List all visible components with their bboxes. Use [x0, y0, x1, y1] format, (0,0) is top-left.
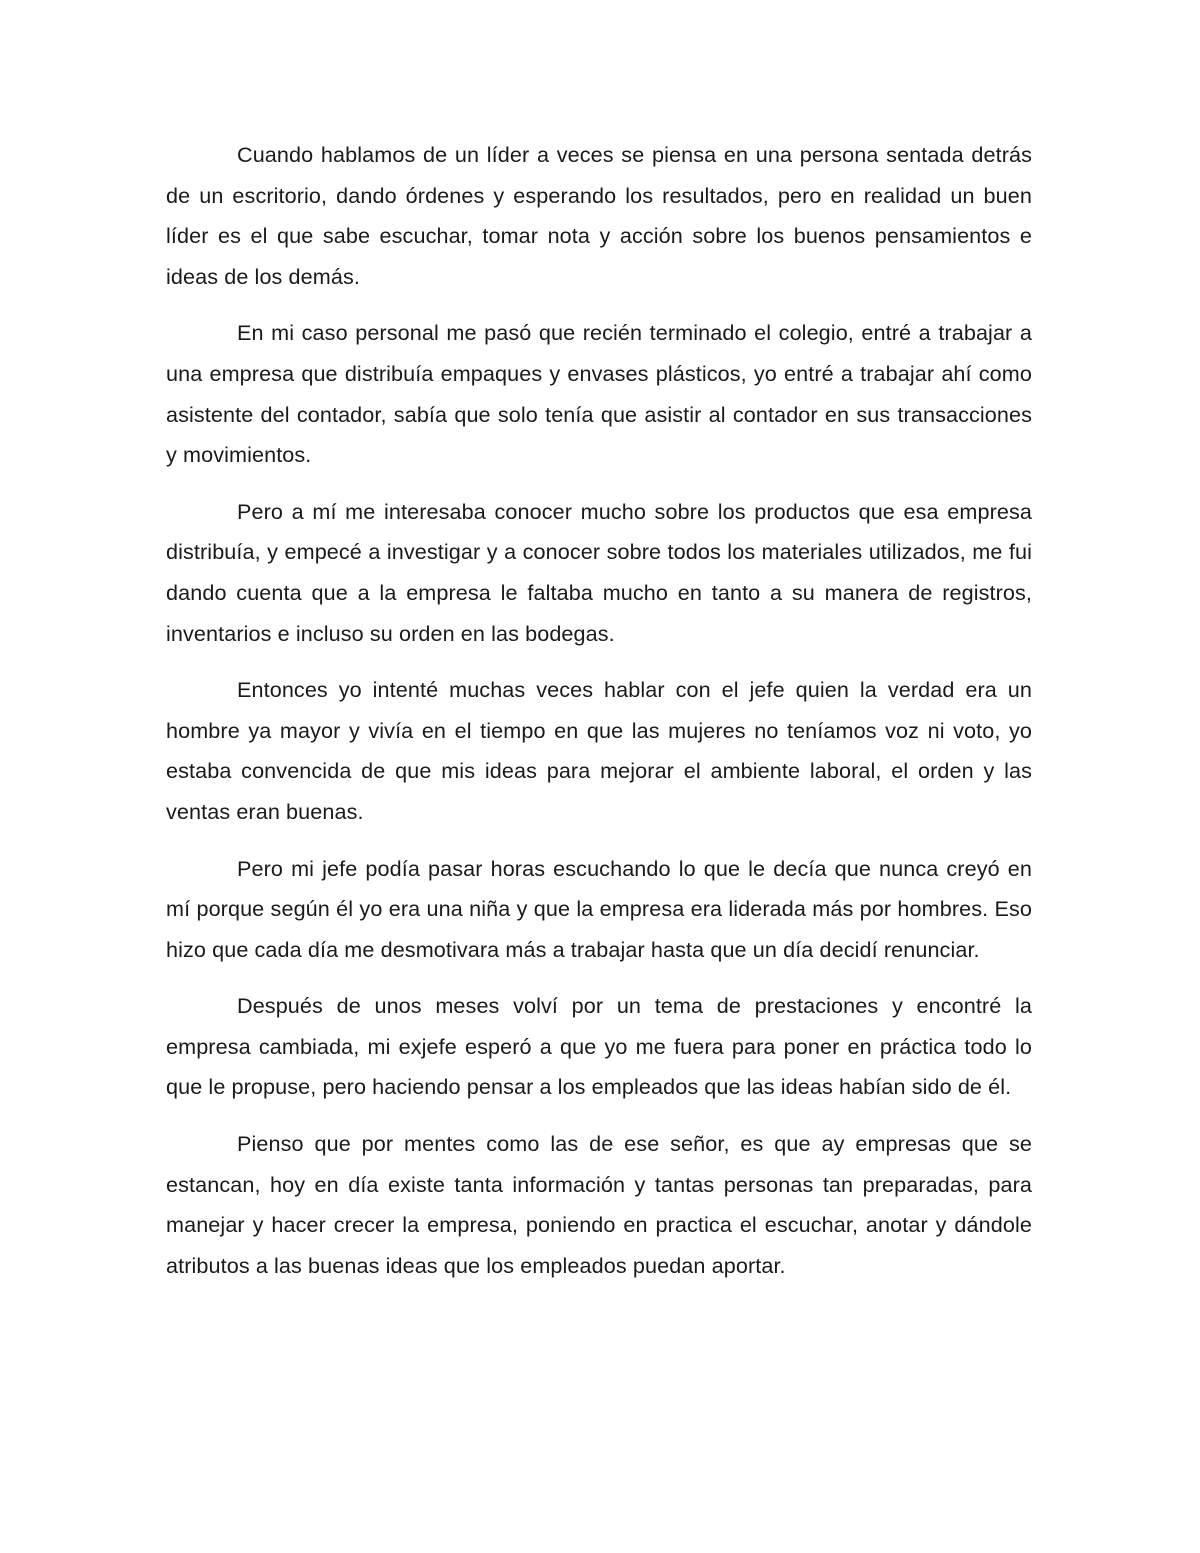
- paragraph-4: Entonces yo intenté muchas veces hablar con el jefe quien la verdad era un hombre ya mayor y vivía en el tiempo en que las mujeres no teníamos voz ni voto, yo estaba convencida de que mis ideas para mejorar el ambiente laboral, el orden y las ventas eran buenas.: [166, 677, 1032, 824]
- paragraph-3: Pero a mí me interesaba conocer mucho sobre los productos que esa empresa distribuía, y empecé a investigar y a conocer sobre todos los materiales utilizados, me fui dando cuenta que a la empresa le faltaba mucho en tanto a su manera de registros, inventarios e incluso su orden en las bodegas.: [166, 498, 1032, 646]
- paragraph-6: Después de unos meses volví por un tema de prestaciones y encontré la empresa cambiada, mi exjefe esperó a que yo me fuera para poner en práctica todo lo que le propuse, pero haciendo pensar a los empleados que las ideas habían sido de él.: [166, 993, 1032, 1100]
- document-body: [166, 135, 1032, 1302]
- paragraph-5: Pero mi jefe podía pasar horas escuchando lo que le decía que nunca creyó en mí porque según él yo era una niña y que la empresa era liderada más por hombres. Eso hizo que cada día me desmotivara más a trabajar hasta que un día decidí renunciar.: [166, 855, 1032, 962]
- paragraph-1: Cuando hablamos de un líder a veces se piensa en una persona sentada detrás de un escritorio, dando órdenes y esperando los resultados, pero en realidad un buen líder es el que sabe escuchar, tomar nota y acción sobre los buenos pensamientos e ideas de los demás.: [166, 142, 1032, 289]
- paragraph-7: Pienso que por mentes como las de ese señor, es que ay empresas que se estancan, hoy en día existe tanta información y tantas personas tan preparadas, para manejar y hacer crecer la empresa, poniendo en practica el escuchar, anotar y dándole atributos a las buenas ideas que los empleados puedan aportar.: [166, 1131, 1032, 1278]
- paragraph-2: En mi caso personal me pasó que recién terminado el colegio, entré a trabajar a una empresa que distribuía empaques y envases plásticos, yo entré a trabajar ahí como asistente del contador, sabía que solo tenía que asistir al contador en sus transacciones y movimientos.: [166, 320, 1032, 468]
